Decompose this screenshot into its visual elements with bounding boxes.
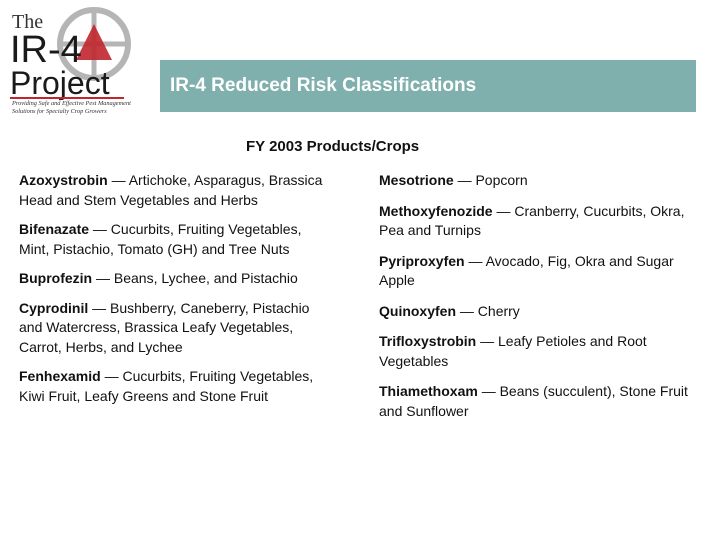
product-crops: — Cranberry, Cucurbits, Okra, Pea and Turnips bbox=[379, 202, 685, 238]
product-crops: — Cucurbits, Fruiting Vegetables, Kiwi Fruit, Leafy Greens and Stone Fruit bbox=[19, 368, 314, 404]
product-name: Pyriproxyfen bbox=[379, 252, 465, 269]
product-entry bbox=[379, 382, 704, 421]
product-crops: — Beans, Lychee, and Pistachio bbox=[92, 270, 298, 286]
left-column bbox=[19, 171, 329, 416]
product-entry bbox=[19, 367, 329, 406]
product-name: Buprofezin bbox=[19, 270, 93, 286]
logo-line3: Project bbox=[10, 65, 110, 100]
product-entry bbox=[379, 202, 704, 241]
product-crops: — Leafy Petioles and Root Vegetables bbox=[379, 333, 647, 369]
product-entry bbox=[379, 171, 704, 191]
product-crops: — Cherry bbox=[456, 302, 520, 319]
product-name: Azoxystrobin bbox=[19, 172, 108, 188]
page-title: IR-4 Reduced Risk Classifications bbox=[160, 60, 696, 112]
right-column bbox=[379, 171, 704, 432]
product-name: Trifloxystrobin bbox=[379, 333, 477, 349]
product-crops: — Popcorn bbox=[453, 172, 528, 188]
product-entry bbox=[379, 302, 704, 322]
ir4-logo bbox=[4, 4, 154, 130]
ir4-logo-graphic bbox=[4, 4, 154, 100]
product-crops: — Bushberry, Caneberry, Pistachio and Watercress, Brassica Leafy Vegetables, Carrot, Herbs, and Lychee bbox=[19, 299, 310, 355]
product-entry bbox=[19, 220, 329, 259]
product-name: Cyprodinil bbox=[19, 299, 89, 316]
product-entry bbox=[19, 171, 329, 210]
product-crops: — Artichoke, Asparagus, Brassica Head and Stem Vegetables and Herbs bbox=[19, 172, 323, 208]
section-subtitle: FY 2003 Products/Crops bbox=[246, 138, 420, 155]
logo-line1: The bbox=[12, 11, 44, 33]
product-name: Methoxyfenozide bbox=[379, 202, 493, 219]
product-name: Quinoxyfen bbox=[379, 302, 457, 319]
product-entry bbox=[19, 269, 329, 289]
product-crops: — Cucurbits, Fruiting Vegetables, Mint, Pistachio, Tomato (GH) and Tree Nuts bbox=[19, 221, 302, 257]
logo-line2: IR-4 bbox=[10, 29, 82, 71]
product-name: Fenhexamid bbox=[19, 368, 101, 384]
product-entry bbox=[379, 252, 704, 291]
product-entry bbox=[379, 332, 704, 371]
product-crops: — Avocado, Fig, Okra and Sugar Apple bbox=[379, 252, 674, 288]
product-name: Mesotrione bbox=[379, 172, 454, 188]
product-name: Bifenazate bbox=[19, 221, 90, 237]
product-name: Thiamethoxam bbox=[379, 383, 478, 399]
logo-tagline: Providing Safe and Effective Pest Management Solutions for Specialty Crop Growers bbox=[12, 100, 131, 115]
product-entry bbox=[19, 299, 329, 358]
product-crops: — Beans (succulent), Stone Fruit and Sunflower bbox=[379, 383, 688, 419]
